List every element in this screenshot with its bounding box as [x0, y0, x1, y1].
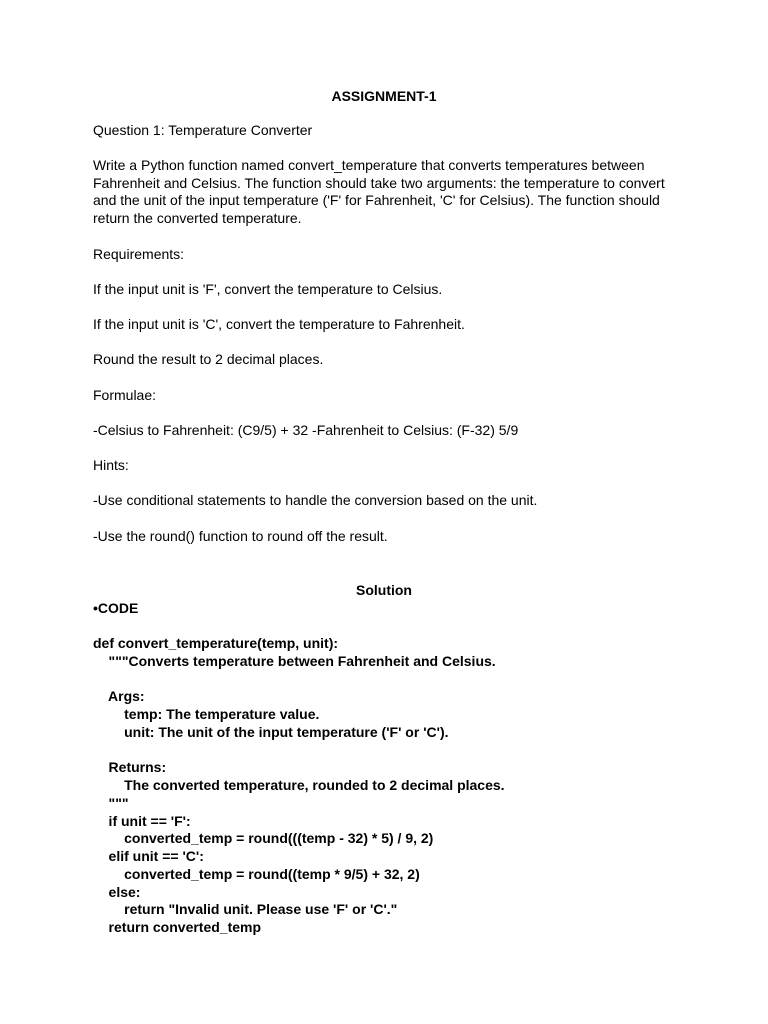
code-line: converted_temp = round((temp * 9/5) + 32, 2) — [93, 865, 420, 882]
question-heading: Question 1: Temperature Converter — [93, 122, 313, 138]
question-description: Write a Python function named convert_temperature that converts temperatures between Fahrenheit and Celsius. The function should take two arguments: the temperature to convert and the unit of the input temperature ('F' for Fahrenheit, 'C' for Celsius). The function should return the converted temperature. — [93, 157, 665, 227]
requirement-item: If the input unit is 'F', convert the temperature to Celsius. — [93, 281, 443, 297]
formulae-text: -Celsius to Fahrenheit: (C9/5) + 32 -Fahrenheit to Celsius: (F-32) 5/9 — [93, 422, 519, 438]
hint-item: -Use conditional statements to handle the conversion based on the unit. — [93, 492, 538, 508]
assignment-title: ASSIGNMENT-1 — [331, 88, 437, 104]
code-line: return converted_temp — [93, 919, 262, 935]
code-line — [93, 671, 733, 689]
code-line: return "Invalid unit. Please use 'F' or 'C'." — [93, 901, 398, 918]
code-line: """ — [93, 794, 129, 811]
code-line: temp: The temperature value. — [93, 706, 320, 722]
requirement-item: Round the result to 2 decimal places. — [93, 351, 324, 367]
code-line: elif unit == 'C': — [93, 848, 204, 864]
code-line: Returns: — [93, 759, 167, 776]
code-line: converted_temp = round(((temp - 32) * 5) / 9, 2) — [93, 830, 434, 847]
code-line: if unit == 'F': — [93, 812, 191, 829]
hint-item: -Use the round() function to round off the result. — [93, 528, 388, 544]
hints-heading: Hints: — [93, 457, 129, 473]
code-label: •CODE — [93, 600, 139, 616]
solution-heading: Solution — [356, 582, 412, 598]
code-line: def convert_temperature(temp, unit): — [93, 635, 339, 651]
code-line: """Converts temperature between Fahrenheit and Celsius. — [93, 652, 496, 669]
code-line: else: — [93, 883, 141, 900]
requirements-heading: Requirements: — [93, 246, 185, 262]
code-line — [93, 742, 733, 760]
code-line: The converted temperature, rounded to 2 decimal places. — [93, 777, 505, 793]
code-block — [93, 635, 733, 937]
code-line: unit: The unit of the input temperature ('F' or 'C'). — [93, 723, 449, 740]
requirement-item: If the input unit is 'C', convert the temperature to Fahrenheit. — [93, 316, 465, 332]
formulae-heading: Formulae: — [93, 387, 157, 403]
code-line: Args: — [93, 688, 145, 705]
